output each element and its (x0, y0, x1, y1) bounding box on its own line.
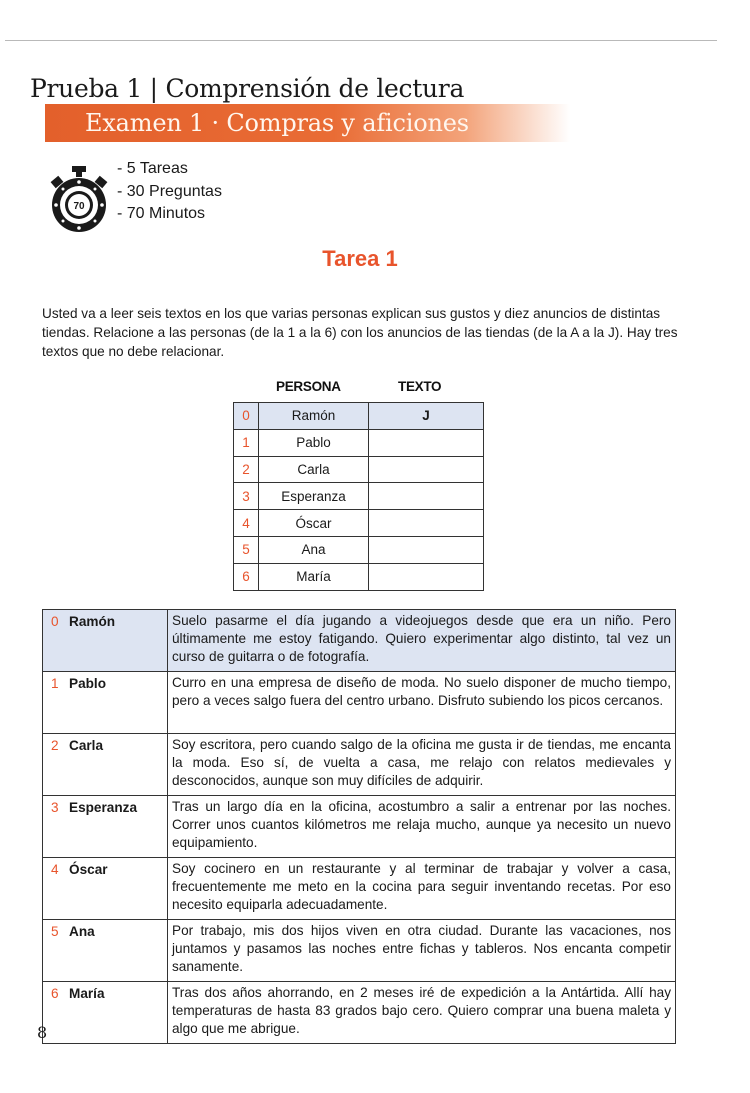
answer-cell: J (369, 403, 484, 430)
text-person (43, 982, 168, 1044)
answer-number: 0 (234, 403, 259, 430)
text-row (43, 982, 676, 1044)
task-instructions: Usted va a leer seis textos en los que varias personas explican sus gustos y diez anuncios de distintas tiendas. Relacione a las personas (de la 1 a la 6) con los anuncios de las tiendas (de la A a la J). Hay tres textos que no debe relacionar. (42, 306, 678, 359)
text-body: Por trabajo, mis dos hijos viven en otra ciudad. Durante las vacaciones, nos juntamos y pasamos las noches entre fichas y tableros. Nos encanta competir sanamente. (168, 920, 676, 982)
text-person-number: 1 (51, 676, 59, 691)
text-body: Soy cocinero en un restaurante y al terminar de trabajar y volver a casa, frecuentemente me meto en la cocina para seguir inventando recetas. Por eso necesito equiparla adecuadamente. (168, 858, 676, 920)
exam-info-tasks: - 5 Tareas (117, 160, 188, 177)
text-person-name: Esperanza (69, 800, 138, 815)
answer-header-texto: TEXTO (398, 379, 442, 394)
timer-minutes: 70 (73, 201, 85, 212)
answer-row (234, 563, 484, 590)
exam-title: Examen 1 · Compras y aficiones (85, 109, 469, 137)
text-person-number: 6 (51, 986, 59, 1001)
text-body: Soy escritora, pero cuando salgo de la oficina me gusta ir de tiendas, me encanta la moda. Eso sí, de vuelta a casa, me relajo con relatos medievales y desconocidos, aunque son muy difíciles de adquirir. (168, 734, 676, 796)
answer-header-persona: PERSONA (276, 379, 341, 394)
answer-cell[interactable] (369, 510, 484, 537)
text-person (43, 734, 168, 796)
text-person (43, 610, 168, 672)
answer-row (234, 536, 484, 563)
text-person-number: 2 (51, 738, 59, 753)
text-body: Tras un largo día en la oficina, acostumbro a salir a entrenar por las noches. Correr unos cuantos kilómetros me relaja mucho, aunque ya necesito un nuevo equipamiento. (168, 796, 676, 858)
text-person-name: Ana (69, 924, 95, 939)
page-number: 8 (37, 1023, 48, 1042)
text-body: Tras dos años ahorrando, en 2 meses iré de expedición a la Antártida. Allí hay temperaturas de hasta 83 grados bajo cero. Quiero comprar una buena maleta y algo que me abrigue. (168, 982, 676, 1044)
exam-banner (45, 104, 570, 142)
text-person-name: Pablo (69, 676, 107, 691)
answer-number: 3 (234, 483, 259, 510)
answer-row (234, 456, 484, 483)
answer-cell[interactable] (369, 456, 484, 483)
page-heading: Prueba 1 | Comprensión de lectura (30, 74, 465, 103)
text-person-number: 5 (51, 924, 59, 939)
text-row (43, 920, 676, 982)
text-person (43, 920, 168, 982)
exam-info-questions: - 30 Preguntas (117, 182, 222, 200)
answer-row (234, 483, 484, 510)
answer-person: Ramón (259, 403, 369, 430)
exam-info-minutes: - 70 Minutos (117, 205, 206, 222)
answer-number: 6 (234, 563, 259, 590)
answer-person: Ana (259, 536, 369, 563)
stopwatch-icon (48, 164, 110, 234)
text-person-name: Carla (69, 738, 104, 753)
answer-row (234, 429, 484, 456)
text-person (43, 796, 168, 858)
person-texts-table (42, 609, 676, 1044)
text-row (43, 858, 676, 920)
answer-person: María (259, 563, 369, 590)
answer-person: Óscar (259, 510, 369, 537)
text-person-number: 3 (51, 800, 59, 815)
text-person-number: 4 (51, 862, 59, 877)
answer-cell[interactable] (369, 483, 484, 510)
text-person-name: Ramón (69, 614, 116, 629)
answer-number: 5 (234, 536, 259, 563)
text-row (43, 734, 676, 796)
answer-number: 1 (234, 429, 259, 456)
text-person-name: María (69, 986, 105, 1001)
text-person-name: Óscar (69, 862, 108, 877)
answer-cell[interactable] (369, 536, 484, 563)
answer-table (233, 402, 484, 591)
text-person (43, 672, 168, 734)
exam-info-list (117, 158, 222, 226)
answer-person: Esperanza (259, 483, 369, 510)
answer-row (234, 403, 484, 430)
answer-number: 2 (234, 456, 259, 483)
top-rule (5, 40, 717, 41)
text-person (43, 858, 168, 920)
answer-person: Carla (259, 456, 369, 483)
answer-number: 4 (234, 510, 259, 537)
answer-cell[interactable] (369, 563, 484, 590)
text-person-number: 0 (51, 614, 59, 629)
text-body: Suelo pasarme el día jugando a videojuegos desde que era un niño. Pero últimamente me estoy fatigando. Quiero experimentar algo distinto, tal vez un curso de guitarra o de fotografía. (168, 610, 676, 672)
text-row (43, 672, 676, 734)
text-body: Curro en una empresa de diseño de moda. No suelo disponer de mucho tiempo, pero a veces salgo fuera del centro urbano. Disfruto subiendo los picos cercanos. (168, 672, 676, 734)
answer-row (234, 510, 484, 537)
task-title: Tarea 1 (322, 246, 398, 271)
answer-cell[interactable] (369, 429, 484, 456)
answer-person: Pablo (259, 429, 369, 456)
text-row (43, 796, 676, 858)
text-row (43, 610, 676, 672)
